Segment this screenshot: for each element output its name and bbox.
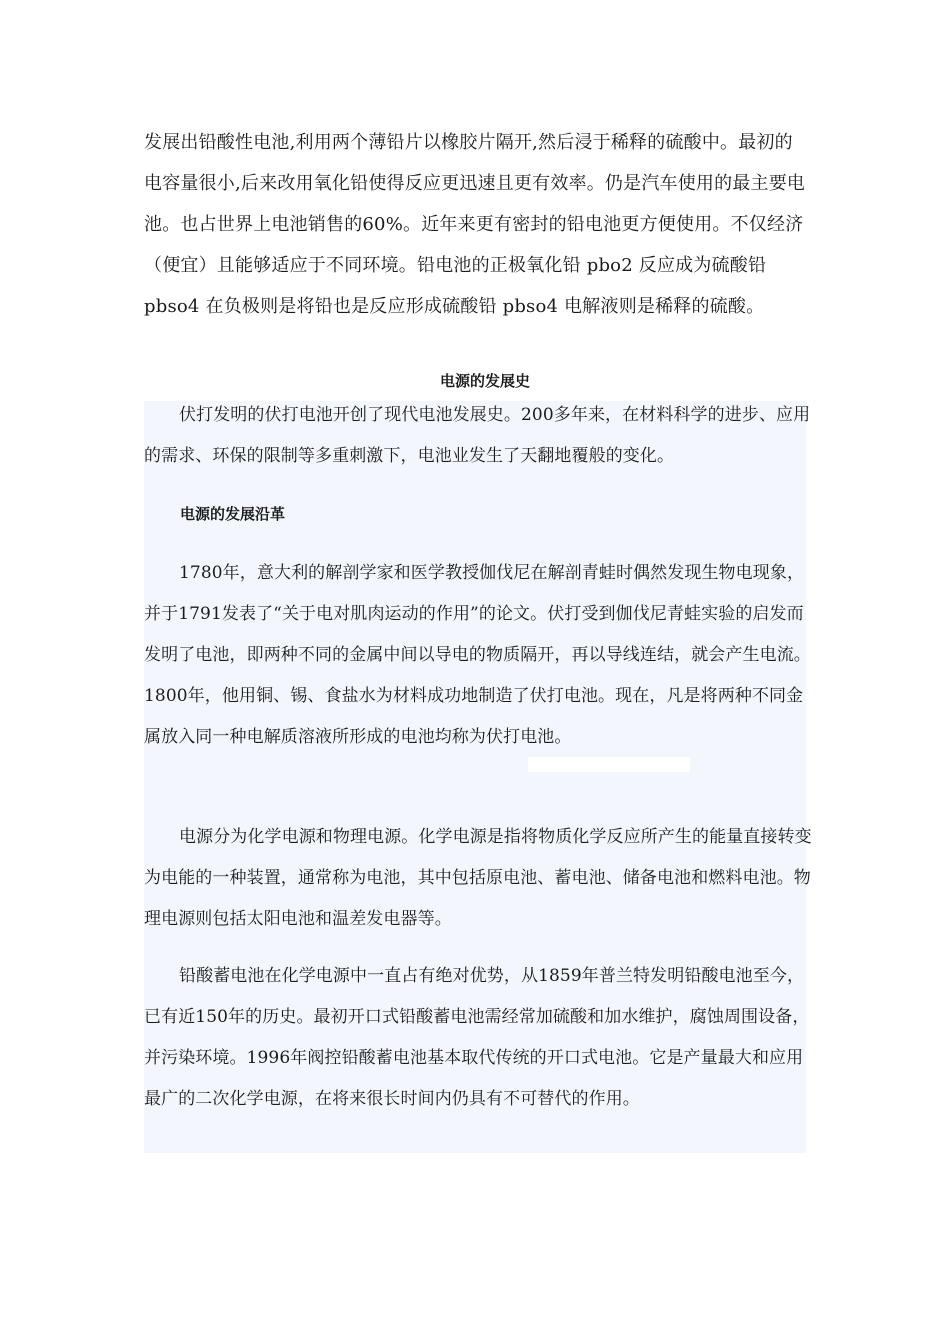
paragraph-history-1780: 1780年，意大利的解剖学家和医学教授伽伐尼在解剖青蛙时偶然发现生物电现象，并于1791发表了“关于电对肌肉运动的作用”的论文。伏打受到伽伐尼青蛙实验的启发而发明了电池，即两种不同的金属中间以导电的物质隔开，再以导线连结，就会产生电流。1800年，他用铜、锡、食盐水为材料成功地制造了伏打电池。现在，凡是将两种不同金属放入同一种电解质溶液所形成的电池均称为伏打电池。 [144,563,811,747]
paragraph-lead-acid-history: 铅酸蓄电池在化学电源中一直占有绝对优势，从1859年普兰特发明铅酸电池至今，已有近150年的历史。最初开口式铅酸蓄电池需经常加硫酸和加水维护，腐蚀周围设备，并污染环境。1996年阀控铅酸蓄电池基本取代传统的开口式电池。它是产量最大和应用最广的二次化学电源，在将来很长时间内仍具有不可替代的作用。 [144,966,810,1109]
paragraph-lead-acid-intro: 发展出铅酸性电池,利用两个薄铅片以橡胶片隔开,然后浸于稀释的硫酸中。最初的电容量很小,后来改用氧化铅使得反应更迅速且更有效率。仍是汽车使用的最主要电池。也占世界上电池销售的60%。近年来更有密封的铅电池更方便使用。不仅经济（便宜）且能够适应于不同环境。铅电池的正极氧化铅 pbo2 反应成为硫酸铅 pbso4 在负极则是将铅也是反应形成硫酸铅 pbso4 电解液则是稀释的硫酸。 [144,132,806,317]
highlight-gap [528,757,690,772]
paragraph-intro: 伏打发明的伏打电池开创了现代电池发展史。200多年来，在材料科学的进步、应用的需求、环保的限制等多重刺激下，电池业发生了天翻地覆般的变化。 [144,405,811,466]
section-title: 电源的发展史 [439,372,530,390]
subsection-title: 电源的发展沿革 [180,505,286,523]
paragraph-power-types: 电源分为化学电源和物理电源。化学电源是指将物质化学反应所产生的能量直接转变为电能的一种装置，通常称为电池，其中包括原电池、蓄电池、储备电池和燃料电池。物理电源则包括太阳电池和温差发电器等。 [144,827,812,929]
